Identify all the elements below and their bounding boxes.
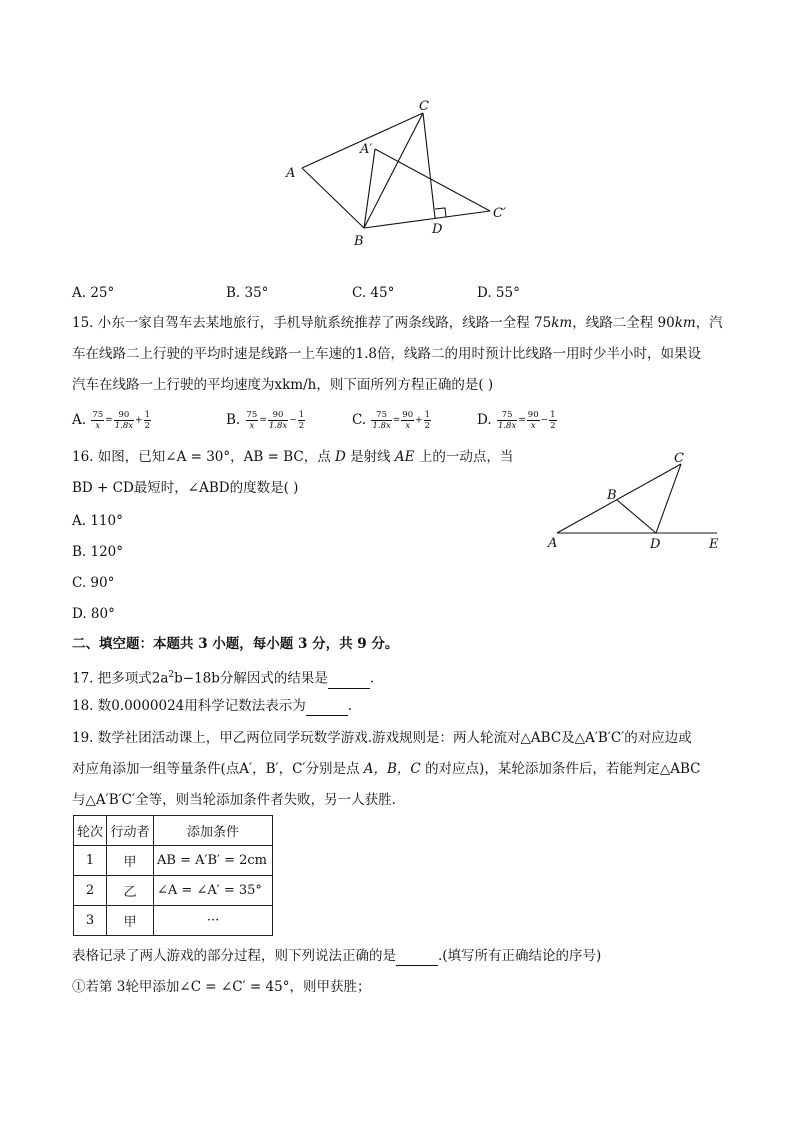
label-a: A (286, 166, 296, 181)
segment-cd (656, 464, 681, 533)
label-a-prime: A′ (360, 142, 373, 157)
label-c: C (419, 99, 429, 114)
table-row: 1 甲 AB = A′B′ = 2cm (74, 846, 273, 876)
label-c-prime: C′ (493, 206, 506, 221)
game-record-table (73, 815, 273, 936)
q16-line-1: 16. 如图，已知∠A = 30°，AB = BC，点 D 是射线 AE 上的一动点，当 (72, 449, 514, 465)
header-actor: 行动者 (107, 816, 154, 846)
segment-bd (617, 500, 656, 533)
segment-ab (302, 168, 364, 228)
q19-line-1: 19. 数学社团活动课上，甲乙两位同学玩数学游戏.游戏规则是：两人轮流对△ABC及△A′B′C′的对应边或 (72, 730, 692, 746)
q16-option-b: B. 120° (72, 544, 124, 560)
right-angle-mark (435, 208, 446, 217)
segment-ac (302, 113, 423, 168)
answer-blank (396, 951, 438, 966)
table-row: 3 甲 ··· (74, 906, 273, 936)
header-condition: 添加条件 (154, 816, 273, 846)
q15-line-3: 汽车在线路一上行驶的平均速度为xkm/h，则下面所列方程正确的是( ) (72, 377, 494, 393)
answer-blank (328, 674, 370, 689)
segment-ac (557, 464, 681, 533)
q19-line-2: 对应角添加一组等量条件(点A′，B′，C′分别是点 A，B，C 的对应点)，某轮添加条件后，若能判定△ABC (72, 761, 701, 777)
table-header-row (74, 816, 273, 846)
label-a: A (548, 536, 558, 551)
label-e: E (709, 537, 719, 552)
label-b: B (354, 234, 364, 249)
q15-line-1: 15. 小东一家自驾车去某地旅行，手机导航系统推荐了两条线路，线路一全程 75km，线路二全程 90km，汽 (72, 315, 723, 331)
label-b: B (607, 488, 617, 503)
segment-a1c1 (375, 149, 490, 211)
q15-option-c: C. $\frac{75}{1.8x}$ = $\frac{90}{x}$ + $\frac{1}{2}$ (352, 410, 431, 431)
q14-option-d: D. 55° (477, 285, 520, 301)
label-d: D (432, 222, 443, 237)
table-row: 2 乙 ∠A = ∠A′ = 35° (74, 876, 273, 906)
label-c: C (674, 451, 684, 466)
q19-line-3: 与△A′B′C′全等，则当轮添加条件者失败，另一人获胜. (72, 792, 396, 808)
triangle-figure-q16 (540, 445, 730, 555)
q19-after-table: 表格记录了两人游戏的部分过程，则下列说法正确的是 .(填写所有正确结论的序号) (72, 948, 602, 964)
q18-text: 18. 数0.0000024用科学记数法表示为 . (72, 698, 353, 714)
q15-option-d: D. $\frac{75}{1.8x}$ = $\frac{90}{x}$ − $\frac{1}{2}$ (477, 410, 556, 431)
triangle-figure-q14 (280, 95, 520, 250)
q14-option-b: B. 35° (226, 285, 269, 301)
answer-blank (306, 701, 348, 716)
q16-option-c: C. 90° (72, 575, 115, 591)
q16-line-2: BD + CD最短时，∠ABD的度数是( ) (72, 480, 299, 496)
header-round: 轮次 (74, 816, 107, 846)
segment-cd (423, 113, 435, 218)
q15-line-2: 车在线路二上行驶的平均时速是线路一上车速的1.8倍，线路二的用时预计比线路一用时少半小时，如果设 (72, 346, 701, 362)
label-d: D (650, 537, 661, 552)
section-title: 二、填空题：本题共 3 小题，每小题 3 分，共 9 分。 (72, 636, 399, 652)
q15-option-a: A. $\frac{75}{x}$ = $\frac{90}{1.8x}$ + $\frac{1}{2}$ (72, 410, 150, 431)
q17-text: 17. 把多项式$2a^2b-18b$分解因式的结果是 . (72, 670, 375, 687)
q14-option-a: A. 25° (72, 285, 115, 301)
q15-option-b: B. $\frac{75}{x}$ = $\frac{90}{1.8x}$ − $\frac{1}{2}$ (226, 410, 305, 431)
q14-option-c: C. 45° (352, 285, 395, 301)
segment-bc1 (364, 211, 490, 228)
q19-item-1: ①若第 3轮甲添加∠C = ∠C′ = 45°，则甲获胜； (72, 979, 371, 995)
q16-option-a: A. 110° (72, 513, 123, 529)
q16-option-d: D. 80° (72, 606, 115, 622)
